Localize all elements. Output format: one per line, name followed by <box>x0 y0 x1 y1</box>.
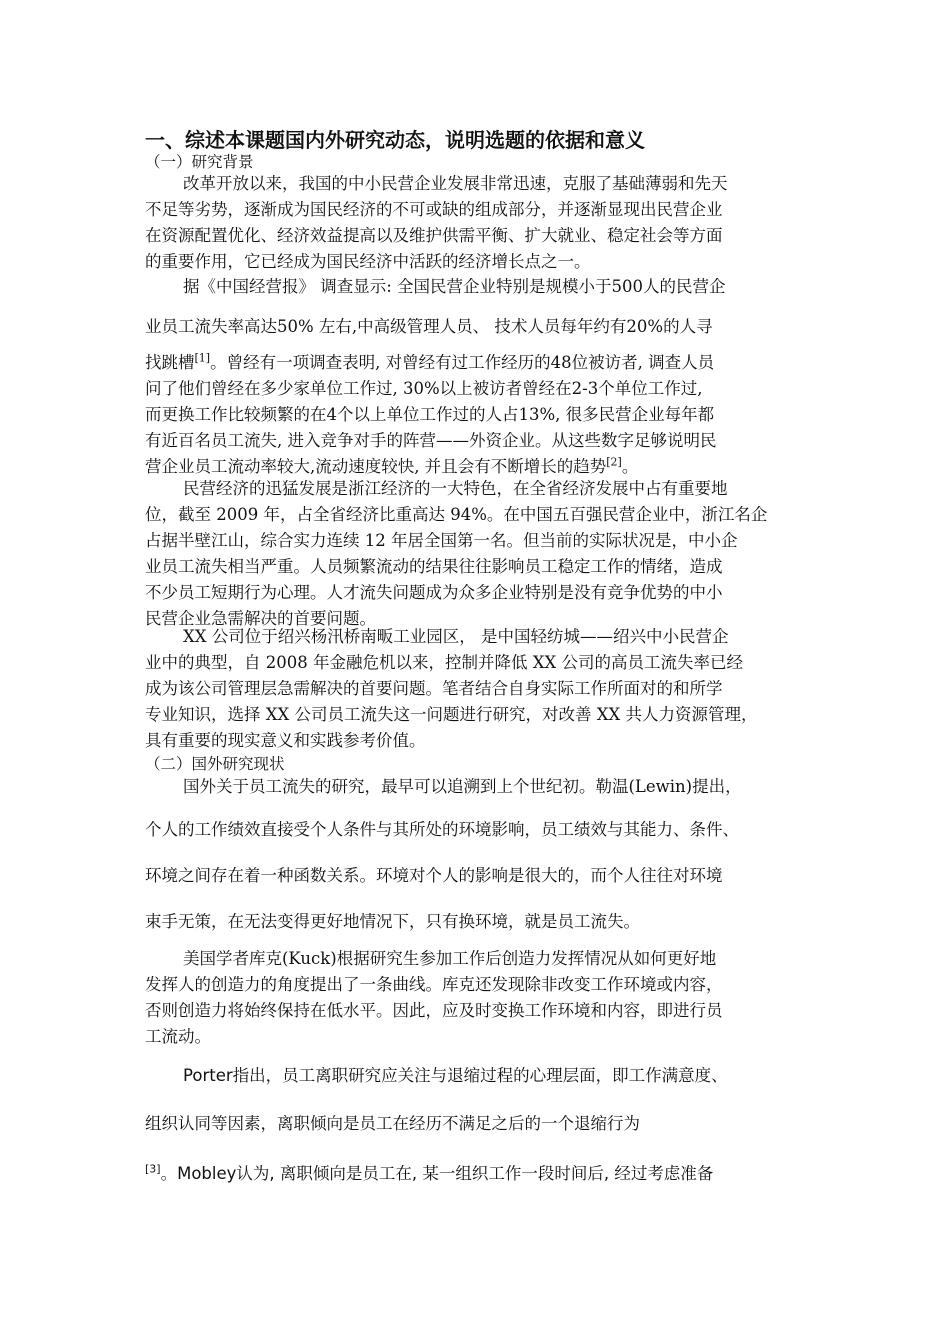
text-line: 而更换工作比较频繁的在4个以上单位工作过的人占13%, 很多民营企业每年都 <box>145 405 715 424</box>
text-line-with-citation <box>145 453 638 477</box>
text-fragment: 找跳槽 <box>145 353 195 372</box>
paragraph-background-3 <box>145 476 807 632</box>
text-line: 民营经济的迅猛发展是浙江经济的一大特色，在全省经济发展中占有重要地 <box>183 479 728 498</box>
text-line: 的重要作用，它已经成为国民经济中活跃的经济增长点之一。 <box>145 252 591 271</box>
text-line: 不足等劣势，逐渐成为国民经济的不可或缺的组成部分，并逐渐显现出民营企业 <box>145 200 723 219</box>
text-line: 据《中国经营报》 调查显示: 全国民营企业特别是规模小于500人的民营企 <box>183 277 726 296</box>
text-line-with-citation <box>145 349 714 373</box>
text-line: 占据半壁江山，综合实力连续 12 年居全国第一名。但当前的实际状况是，中小企 <box>145 531 738 550</box>
text-line: 在资源配置优化、经济效益提高以及维护供需平衡、扩大就业、稳定社会等方面 <box>145 226 723 245</box>
text-line: XX 公司位于绍兴杨汛桥南畈工业园区， 是中国轻纺城——绍兴中小民营企 <box>183 627 729 646</box>
text-line: 成为该公司管理层急需解决的首要问题。笔者结合自身实际工作所面对的和所学 <box>145 679 723 698</box>
section-title-foreign-research: （二）国外研究现状 <box>145 755 285 773</box>
text-fragment: 。曾经有一项调查表明, 对曾经有过工作经历的48位被访者, 调查人员 <box>210 353 715 372</box>
text-line: 专业知识，选择 XX 公司员工流失这一问题进行研究，对改善 XX 共人力资源管理， <box>145 705 758 724</box>
text-fragment: 。 <box>621 457 639 476</box>
text-line: 业员工流失率高达50% 左右,中高级管理人员、 技术人员每年约有20%的人寻 <box>145 317 713 336</box>
citation-ref-2: [2] <box>606 455 622 469</box>
text-fragment: 营企业员工流动率较大,流动速度较快, 并且会有不断增长的趋势 <box>145 457 607 476</box>
text-line: 业员工流失相当严重。人员频繁流动的结果往往影响员工稳定工作的情绪，造成 <box>145 557 723 576</box>
text-fragment: 。Mobley认为, 离职倾向是员工在, 某一组织工作一段时间后, 经过考虑准备 <box>160 1164 714 1183</box>
text-line: 环境之间存在着一种函数关系。环境对个人的影响是很大的，而个人往往对环境 <box>145 866 723 885</box>
paragraph-background-1 <box>145 171 807 275</box>
paragraph-kuck <box>145 946 807 1050</box>
text-line: 问了他们曾经在多少家单位工作过, 30%以上被访者曾经在2-3个单位工作过, <box>145 379 703 398</box>
main-heading: 一、综述本课题国内外研究动态，说明选题的依据和意义 <box>145 128 645 152</box>
text-line-with-citation <box>145 1160 713 1184</box>
section-title-background: （一）研究背景 <box>145 153 254 171</box>
paragraph-background-4 <box>145 624 807 754</box>
text-line: 组织认同等因素，离职倾向是员工在经历不满足之后的一个退缩行为 <box>145 1114 640 1133</box>
text-line: Porter指出，员工离职研究应关注与退缩过程的心理层面，即工作满意度、 <box>183 1066 728 1085</box>
text-line: 民营企业急需解决的首要问题。 <box>145 609 376 628</box>
text-line: 工流动。 <box>145 1027 211 1046</box>
text-line: 个人的工作绩效直接受个人条件与其所处的环境影响，员工绩效与其能力、条件、 <box>145 820 739 839</box>
citation-ref-1: [1] <box>194 351 211 365</box>
text-line: 有近百名员工流失, 进入竞争对手的阵营——外资企业。从这些数字足够说明民 <box>145 431 717 450</box>
text-line: 束手无策，在无法变得更好地情况下，只有换环境，就是员工流失。 <box>145 912 640 931</box>
text-line: 国外关于员工流失的研究，最早可以追溯到上个世纪初。勒温(Lewin)提出， <box>183 777 742 796</box>
text-line: 否则创造力将始终保持在低水平。因此，应及时变换工作环境和内容，即进行员 <box>145 1001 723 1020</box>
text-line: 不少员工短期行为心理。人才流失问题成为众多企业特别是没有竞争优势的中小 <box>145 583 723 602</box>
text-line: 美国学者库克(Kuck)根据研究生参加工作后创造力发挥情况从如何更好地 <box>183 949 717 968</box>
citation-ref-3: [3] <box>145 1162 161 1176</box>
text-line: 发挥人的创造力的角度提出了一条曲线。库克还发现除非改变工作环境或内容， <box>145 975 723 994</box>
text-line: 具有重要的现实意义和实践参考价值。 <box>145 731 426 750</box>
text-line: 位，截至 2009 年，占全省经济比重高达 94%。在中国五百强民营企业中，浙江名企 <box>145 505 768 524</box>
text-line: 业中的典型，自 2008 年金融危机以来，控制并降低 XX 公司的高员工流失率已经 <box>145 653 743 672</box>
text-line: 改革开放以来，我国的中小民营企业发展非常迅速，克服了基础薄弱和先天 <box>183 174 728 193</box>
